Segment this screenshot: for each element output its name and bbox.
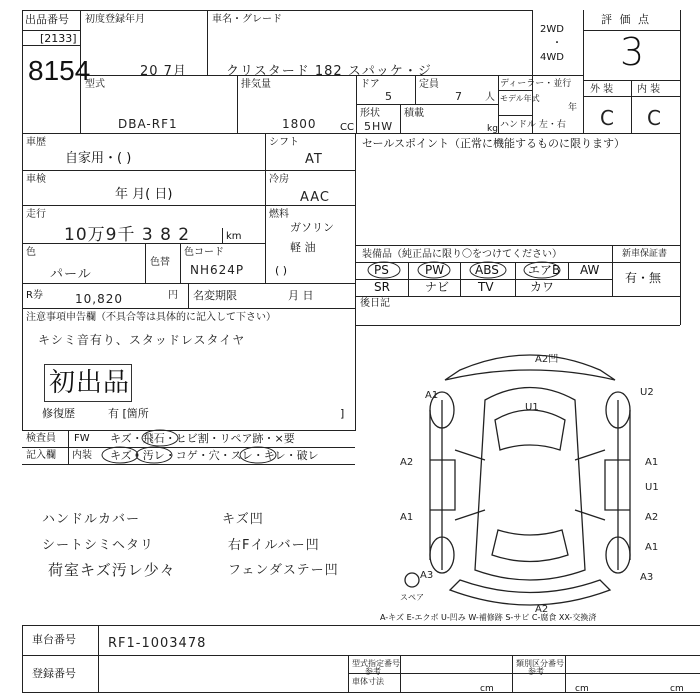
kg-unit: kg [487,124,498,134]
km-divider [222,228,223,243]
fw-items: キズ・飛石・ヒビ割・リペア跡・×要 [110,432,295,445]
mark-a2-right-low: A2 [645,512,659,523]
mark-a1-right: A1 [645,457,659,468]
model-label: 型式 [85,79,105,90]
doors-label: ドア [360,79,380,90]
color-value: パール [50,267,92,282]
mark-a3-left: A3 [420,570,434,581]
recycle-divider [188,283,189,308]
mark-u1-top: U1 [525,402,539,413]
mark-spare: スペア [400,593,424,602]
damage-legend: A-キズ E-エクボ U-凹み W-補修跡 S-サビ C-腐食 XX-交換済 [380,613,597,622]
shift-value: AT [305,152,323,167]
exterior-label: 外 装 [590,84,614,95]
top-border [22,10,532,11]
lot-label: 出品番号 [25,13,69,26]
eq-abs: ABS [475,263,499,277]
mark-a1-left: A1 [425,390,439,401]
fw-label: FW [74,433,90,444]
model-year-label: モデル年式 [500,94,540,103]
eq-tv: TV [478,280,494,294]
dims-label: 車体寸法 [352,677,384,686]
history-value: 自家用・( ) [65,151,132,166]
km-unit: km [226,231,242,242]
load-divider [400,104,401,133]
shift-line [265,170,355,171]
shift-divider [265,133,266,283]
displacement-divider [237,75,238,133]
eq-ps: PS [374,263,389,277]
warranty-value: 有・無 [625,271,662,285]
lot-number: 8154 [28,55,91,86]
drive-divider [532,10,533,133]
mark-a1-left-low: A1 [400,512,414,523]
score-divider [583,10,584,133]
mark-a3-right: A3 [640,572,654,583]
model-value: DBA-RF1 [118,117,178,131]
score-value: 3 [620,30,645,74]
interior-value: C [647,106,662,130]
fuel-diesel: 軽 油 [290,241,316,254]
ac-line [265,205,355,206]
interior-items: キズ・汚レ・コゲ・穴・スレ・キレ・破レ [110,449,319,462]
eq-navi: ナビ [425,280,450,294]
eq-airbag: エアB [528,263,561,277]
color-label: 色 [26,247,36,258]
color-change-divider [145,243,146,283]
remark-1: ハンドルカバー [42,512,141,527]
left-border [22,10,23,430]
model-spec-ref: 参考 [365,667,381,676]
repair-value: 有 [箇所 [108,407,149,420]
lot-bracket: [2133] [40,32,77,45]
remark-right-1: キズ凹 [222,512,264,527]
footer-top [22,625,700,626]
equipment-label: 装備品（純正品に限り〇をつけてください） [362,249,562,260]
capacity-divider [415,75,416,104]
repair-close: ] [340,407,345,420]
eq-aw: AW [580,263,600,277]
doors-value: 5 [385,90,393,103]
transfer-label: 名変期限 [193,289,237,302]
fuel-paren: ( ) [275,264,288,277]
mark-a2-left: A2 [400,457,414,468]
inspection-line [22,205,265,206]
notes-label: 注意事項申告欄（不具合等は具体的に記入して下さい） [26,312,276,323]
color-change-label: 色替 [150,257,170,268]
equipment-top [355,245,680,246]
remark-right-2: 右Fイルバー凹 [228,538,320,553]
footer-mid [22,655,700,656]
sales-point-label: セールスポイント（正常に機能するものに限ります） [362,137,626,150]
reg-label: 登録番号 [32,667,76,680]
drive-4wd: 4WD [540,52,564,63]
footer-label-divider [98,625,99,692]
dealer-divider [498,75,499,133]
interior-row-label: 内装 [72,450,92,461]
remark-right-3: フェンダステー凹 [228,563,339,578]
lot-label-line [22,30,80,31]
score-label: 評 価 点 [601,13,651,26]
footer-bottom [22,692,700,693]
mark-u2-right: U2 [640,387,654,398]
fuel-label: 燃料 [269,209,289,220]
recycle-label: R券 [26,290,43,301]
eq-pw: PW [425,263,445,277]
lot-bracket-line [22,45,80,46]
ext-int-divider [631,80,632,133]
mark-a2-bottom: A2 [535,604,549,615]
reg-month-value: 20 7月 [140,64,187,79]
displacement-label: 排気量 [241,79,271,90]
displacement-value: 1800 [282,117,317,131]
model-year-line [498,115,532,116]
model-spec-label: 型式指定番号 [352,659,400,668]
first-listing-stamp: 初出品 [44,364,132,402]
name-label: 車名・グレード [212,14,282,25]
shift-label: シフト [269,137,299,148]
year-unit: 年 [568,103,578,113]
cm-1: cm [480,684,494,694]
mark-a1-right-low: A1 [645,542,659,553]
footer-ref-line [348,673,700,674]
handle-label: ハンドル 左・右 [500,120,566,130]
mileage-value: 10万9千 3 8 2 [64,225,191,245]
inspection-value: 年 月( 日) [115,187,173,202]
capacity-label: 定員 [419,79,439,90]
drive-2wd: 2WD [540,24,564,35]
remark-3: 荷室キズ汚レ少々 [48,561,176,579]
yen-unit: 円 [168,290,178,301]
inspection-circles [100,428,360,468]
history-line [22,170,265,171]
warranty-label: 新車保証書 [622,249,668,259]
inspect-col [68,430,69,464]
recycle-line [22,308,355,309]
shape-value: 5HW [364,120,394,133]
transfer-value: 月 日 [288,289,314,302]
recorder-label: 記入欄 [26,450,56,461]
capacity-value: 7 [455,90,463,103]
dealer-label: ディーラー・並行 [500,79,572,89]
remark-2: シートシミヘタリ [42,538,155,553]
color-code-value: NH624P [190,263,245,277]
right-border-mid [680,133,681,325]
inspection-label: 車検 [26,174,46,185]
eq-leather: カワ [530,280,555,294]
color-code-divider [180,243,181,283]
name-divider [207,10,208,75]
cm-3: cm [670,684,684,694]
drive-dot: ・ [552,38,562,49]
history-label: 車歴 [26,137,46,148]
cc-unit: CC [340,122,354,133]
mileage-label: 走行 [26,209,46,220]
after-line [355,325,680,326]
shape-line [356,104,498,105]
class-ref: 参考 [528,667,544,676]
warranty-divider [612,245,613,296]
history-right-border [355,133,356,431]
car-diagram [390,340,690,620]
repair-label: 修復歴 [42,407,75,420]
fuel-gas: ガソリン [290,221,334,234]
row3-line [22,133,680,134]
interior-label: 内 装 [637,84,661,95]
notes-handwritten: キシミ音有り、スタッドレスタイヤ [38,333,246,347]
footer-left [22,625,23,692]
eq-sr: SR [374,280,390,294]
equipment-circles [360,258,610,298]
recycle-value: 10,820 [75,292,123,306]
first-reg-label: 初度登録年月 [85,14,145,25]
ac-value: AAC [300,190,330,205]
name-value: クリスタード 182 スパッケ・ジ [226,64,432,79]
capacity-unit: 人 [485,92,495,103]
cm-2: cm [575,684,589,694]
color-code-label: 色コード [184,247,224,258]
after-label: 後日記 [360,298,390,309]
mark-u1-right: U1 [645,482,659,493]
ac-label: 冷房 [269,174,289,185]
chassis-value: RF1-1003478 [108,636,207,651]
right-border-top [680,10,681,133]
class-label: 類別区分番号 [516,659,564,668]
inspector-label: 検査員 [26,433,56,444]
load-label: 積載 [404,108,424,119]
dealer-line [498,90,532,91]
mark-a2-dent: A2凹 [535,354,559,365]
chassis-label: 車台番号 [32,633,76,646]
exterior-value: C [600,106,615,130]
shape-label: 形状 [360,108,380,119]
